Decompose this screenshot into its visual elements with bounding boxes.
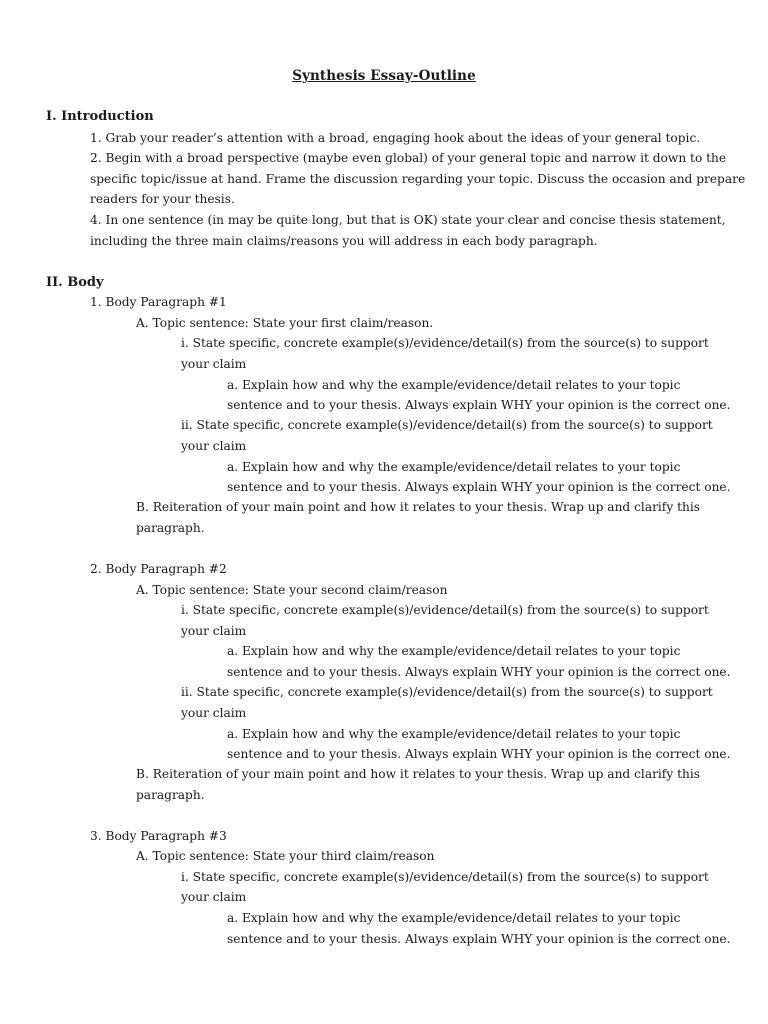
bp2-evidence-ii-line-2: your claim (181, 706, 247, 720)
bp2-explain-ia-line-1: a. Explain how and why the example/evidence/detail relates to your topic (227, 644, 681, 658)
bp2-explain-ia-line-2: sentence and to your thesis. Always explain WHY your opinion is the correct one. (227, 665, 731, 679)
bp1-evidence-i-line-1: i. State specific, concrete example(s)/evidence/detail(s) from the source(s) to support (181, 336, 709, 350)
bp2-explain-iia-line-1: a. Explain how and why the example/evidence/detail relates to your topic (227, 727, 681, 741)
bp1-explain-iia-line-2: sentence and to your thesis. Always explain WHY your opinion is the correct one. (227, 480, 731, 494)
bp3-evidence-i-line-1: i. State specific, concrete example(s)/evidence/detail(s) from the source(s) to support (181, 870, 709, 884)
intro-item-2-line-3: readers for your thesis. (90, 192, 235, 206)
bp1-reiteration-line-1: B. Reiteration of your main point and how it relates to your thesis. Wrap up and clarify this (136, 500, 700, 514)
body-paragraph-1-label: 1. Body Paragraph #1 (90, 295, 227, 309)
bp2-reiteration-line-2: paragraph. (136, 788, 205, 802)
section-heading-body: II. Body (46, 275, 104, 290)
bp1-explain-ia-line-1: a. Explain how and why the example/evidence/detail relates to your topic (227, 378, 681, 392)
bp3-explain-ia-line-2: sentence and to your thesis. Always explain WHY your opinion is the correct one. (227, 932, 731, 946)
intro-item-2-line-2: specific topic/issue at hand. Frame the discussion regarding your topic. Discuss the occasion and prepare (90, 172, 746, 186)
intro-item-2-line-1: 2. Begin with a broad perspective (maybe even global) of your general topic and narrow it down to the (90, 151, 727, 165)
section-heading-introduction: I. Introduction (46, 109, 154, 124)
bp1-reiteration-line-2: paragraph. (136, 521, 205, 535)
bp2-evidence-ii-line-1: ii. State specific, concrete example(s)/evidence/detail(s) from the source(s) to support (181, 685, 713, 699)
bp3-evidence-i-line-2: your claim (181, 890, 247, 904)
bp1-evidence-ii-line-2: your claim (181, 439, 247, 453)
document-title: Synthesis Essay-Outline (292, 68, 476, 84)
bp2-evidence-i-line-2: your claim (181, 624, 247, 638)
bp2-topic-sentence: A. Topic sentence: State your second claim/reason (136, 583, 448, 597)
bp3-explain-ia-line-1: a. Explain how and why the example/evidence/detail relates to your topic (227, 911, 681, 925)
intro-item-4-line-1: 4. In one sentence (in may be quite long, but that is OK) state your clear and concise thesis statement, (90, 213, 726, 227)
bp1-explain-ia-line-2: sentence and to your thesis. Always explain WHY your opinion is the correct one. (227, 398, 731, 412)
bp1-topic-sentence: A. Topic sentence: State your first claim/reason. (136, 316, 434, 330)
body-paragraph-2-label: 2. Body Paragraph #2 (90, 562, 227, 576)
intro-item-4-line-2: including the three main claims/reasons you will address in each body paragraph. (90, 234, 598, 248)
bp2-evidence-i-line-1: i. State specific, concrete example(s)/evidence/detail(s) from the source(s) to support (181, 603, 709, 617)
bp1-evidence-i-line-2: your claim (181, 357, 247, 371)
body-paragraph-3-label: 3. Body Paragraph #3 (90, 829, 227, 843)
bp1-evidence-ii-line-1: ii. State specific, concrete example(s)/evidence/detail(s) from the source(s) to support (181, 418, 713, 432)
bp2-explain-iia-line-2: sentence and to your thesis. Always explain WHY your opinion is the correct one. (227, 747, 731, 761)
intro-item-1: 1. Grab your reader’s attention with a broad, engaging hook about the ideas of your general topic. (90, 131, 701, 145)
bp1-explain-iia-line-1: a. Explain how and why the example/evidence/detail relates to your topic (227, 460, 681, 474)
bp2-reiteration-line-1: B. Reiteration of your main point and how it relates to your thesis. Wrap up and clarify this (136, 767, 700, 781)
bp3-topic-sentence: A. Topic sentence: State your third claim/reason (136, 849, 435, 863)
